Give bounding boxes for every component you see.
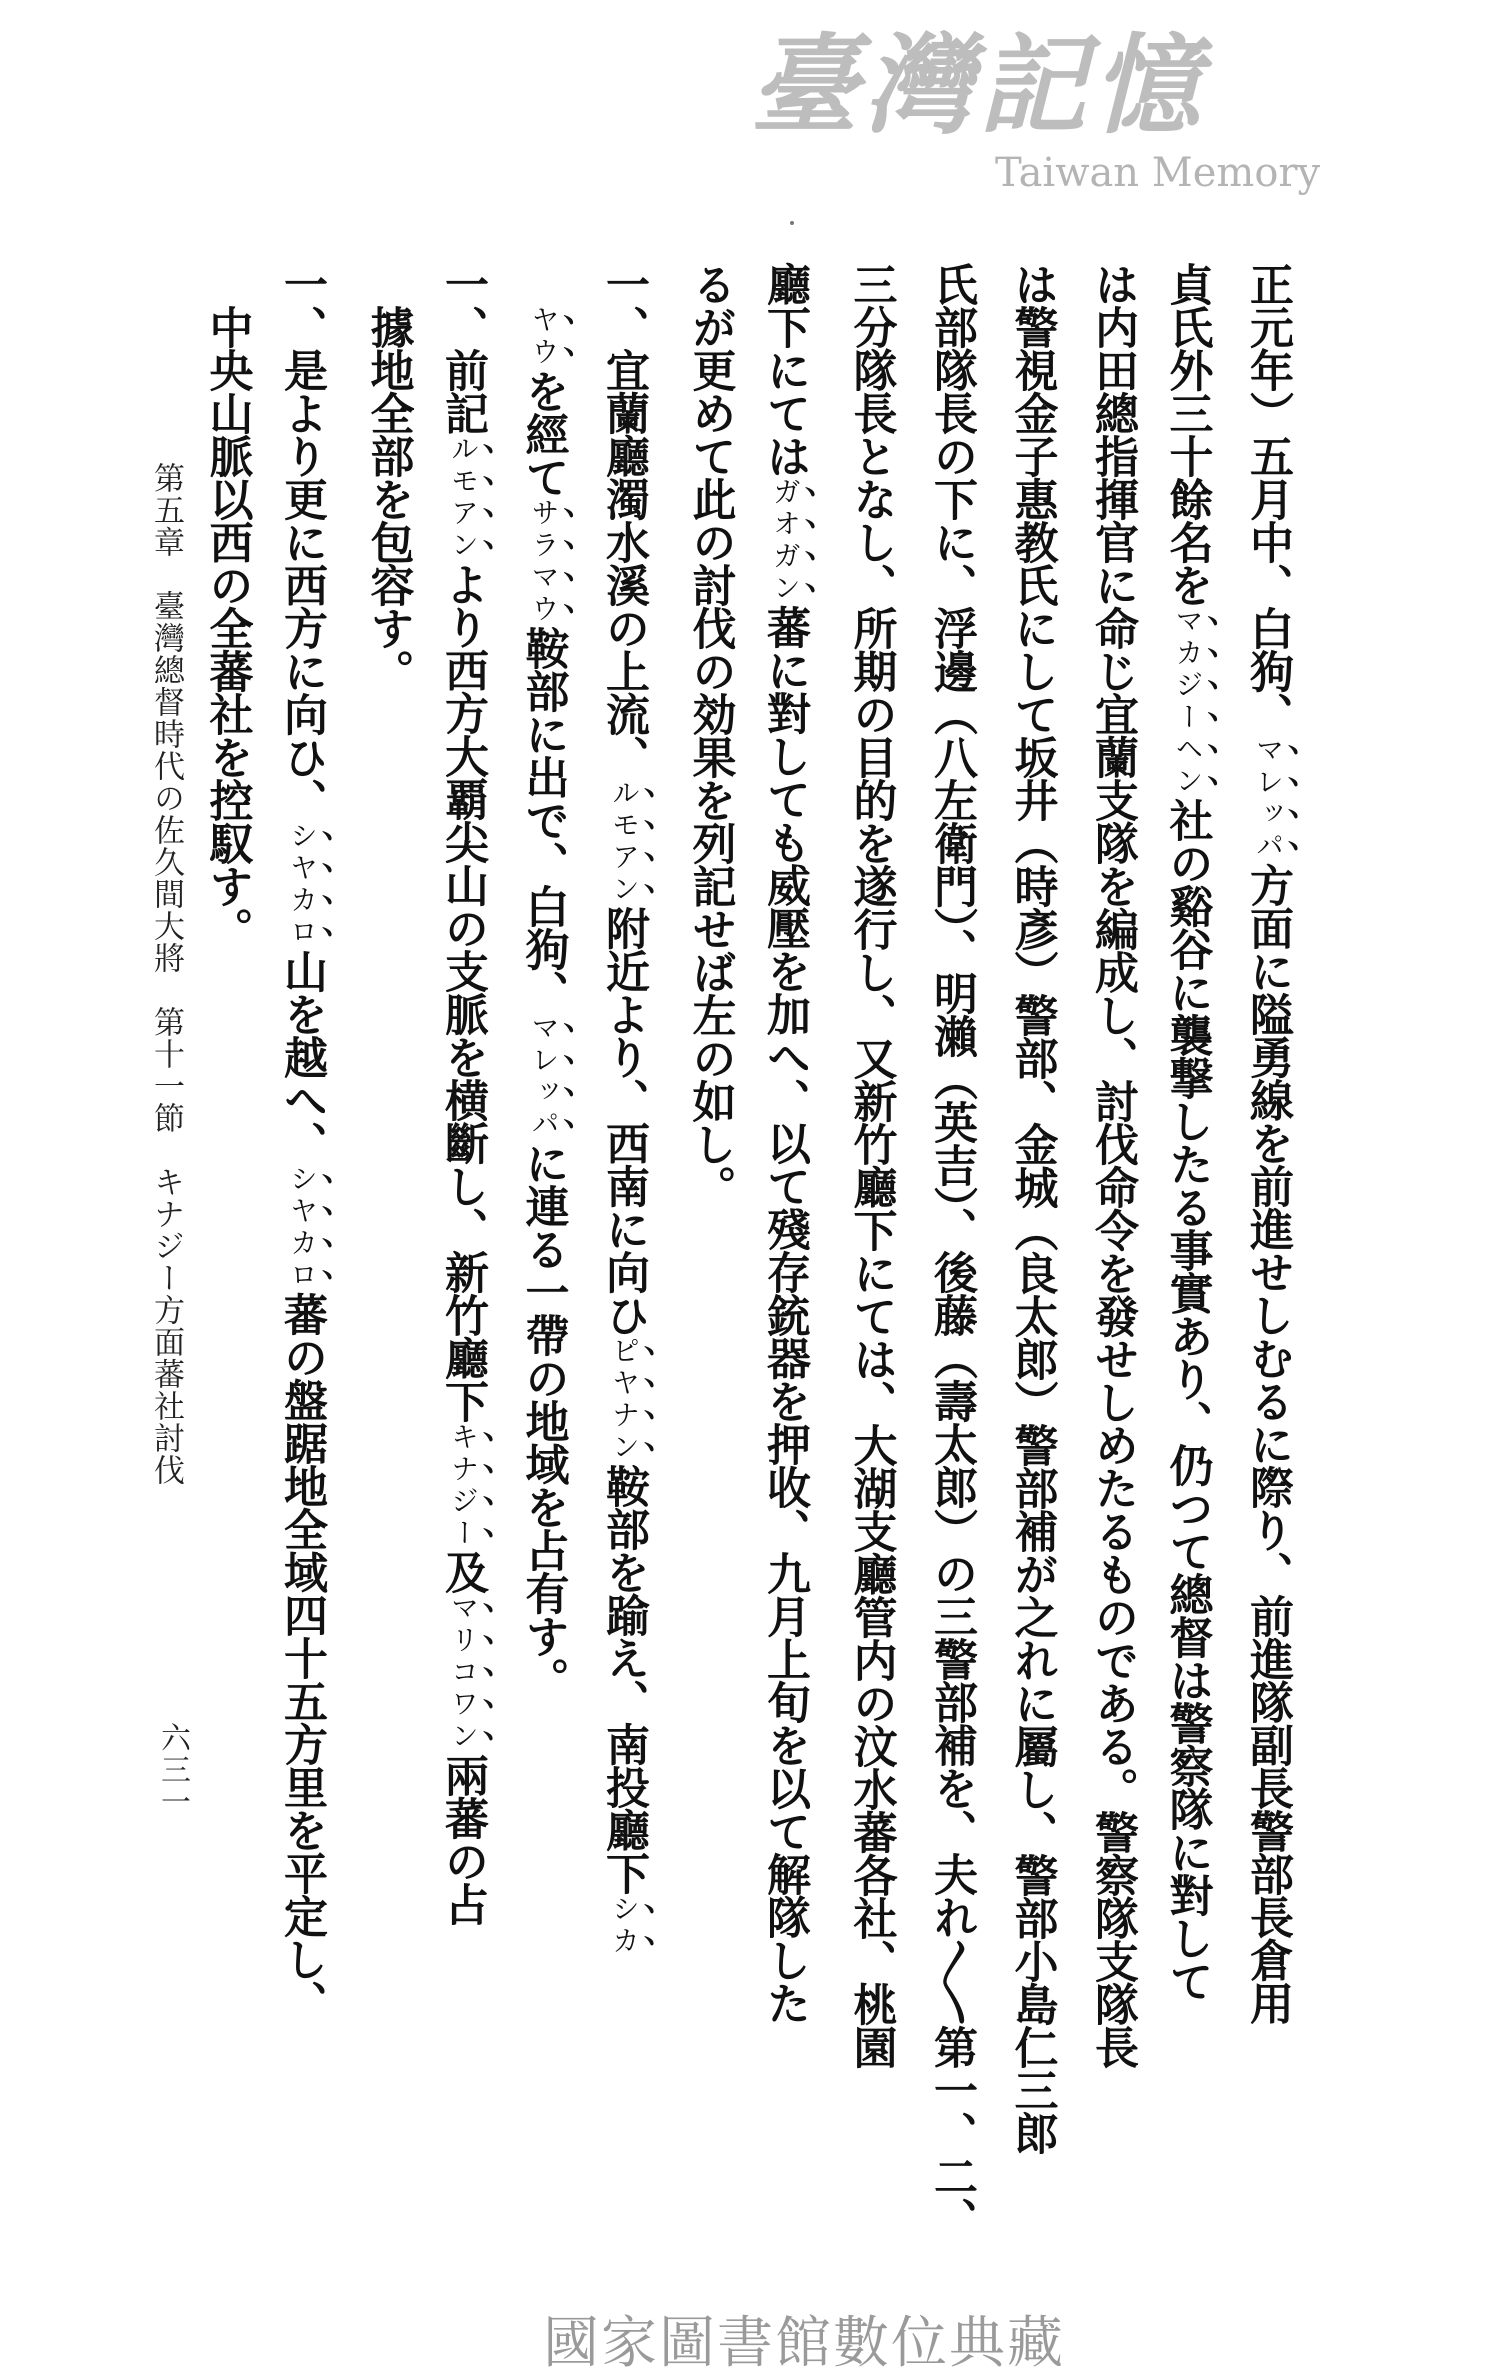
- emphasized-katakana: マカジーヘン: [1171, 606, 1203, 798]
- text-column: [841, 262, 901, 2068]
- text-run: 山を越へ、: [277, 949, 326, 1164]
- text-column: [1002, 262, 1062, 2154]
- text-column: [197, 262, 257, 950]
- emphasized-katakana: マレッパ: [527, 1013, 559, 1141]
- text-run: 鞍部を踰え、南投廳下: [599, 1464, 648, 1894]
- text-column: [519, 262, 579, 1700]
- text-run: 據地全部を包容す。: [363, 262, 413, 692]
- emphasized-katakana: マレッパ: [1252, 735, 1283, 863]
- text-run: は内田總指揮官に命じ宜蘭支隊を編成し、討伐命令を發せしめたるものである。警察隊支隊長: [1088, 262, 1137, 2068]
- text-run: 鞍部に出で、白狗、: [518, 626, 568, 1013]
- emphasized-katakana: ルモアン: [608, 778, 639, 906]
- text-column: [277, 262, 337, 2023]
- text-run: 一、是より更に西方に向ひ、: [277, 262, 326, 821]
- text-run: 蕃に對しても威壓を加へ、以て殘存銃器を押收、九月上旬を以て解隊した: [760, 605, 809, 2024]
- text-run: 三分隊長となし、所期の目的を遂行し、又新竹廳下にては、大湖支廳管内の汶水蕃各社、桃園: [846, 262, 896, 2068]
- text-column: [921, 262, 981, 2240]
- emphasized-katakana: マリコワン: [447, 1593, 478, 1753]
- emphasized-katakana: ヤウ: [527, 305, 559, 369]
- scan-speck: [790, 221, 794, 225]
- text-run: 正元年）五月中、白狗、: [1243, 262, 1292, 735]
- text-column: [1243, 262, 1303, 2024]
- text-run: 及: [438, 1550, 487, 1593]
- running-header: 第五章 臺灣總督時代の佐久間大將 第十一節 キナジー方面蕃社討伐: [149, 462, 184, 1486]
- text-run: 貞氏外三十餘名を: [1162, 262, 1212, 606]
- text-run: は警視金子惠教氏にして坂井（時彥）警部、金城（良太郎）警部補が之れに屬し、警部小島仁三郎: [1007, 262, 1057, 2154]
- text-run: るが更めて此の討伐の効果を列記せば左の如し。: [685, 262, 735, 1208]
- text-column: [599, 262, 659, 1958]
- text-run: より西方大覇尖山の支脈を横斷し、新竹廳下: [438, 562, 487, 1422]
- archive-footer-label: 國家圖書館數位典藏: [543, 2311, 1065, 2376]
- text-run: 蕃の盤踞地全域四十五方里を平定し、: [277, 1292, 326, 2023]
- text-run: 氏部隊長の下に、浮邊（八左衛門）、明瀨（英吉）、後藤（壽太郎）の三警部補を、夫れ〳〵第一、二、: [927, 262, 976, 2240]
- text-run: 社の谿谷に襲撃したる事實あり、仍つて總督は警察隊に對して: [1162, 798, 1212, 2002]
- text-run: 廳下にては: [760, 262, 809, 477]
- text-column: [358, 262, 418, 692]
- emphasized-katakana: シカ: [608, 1894, 639, 1958]
- text-run: を經て: [518, 369, 568, 498]
- text-run: に連る一帶の地域を占有す。: [518, 1141, 568, 1700]
- text-column: [1082, 262, 1142, 2068]
- text-column: [438, 262, 498, 1925]
- text-column: [760, 262, 820, 2024]
- text-run: 方面に隘勇線を前進せしむるに際り、前進隊副長警部長倉用: [1243, 863, 1292, 2024]
- emphasized-katakana: サラマウ: [527, 498, 559, 626]
- text-run: 附近より、西南に向ひ: [599, 906, 648, 1336]
- emphasized-katakana: ガオガン: [769, 477, 800, 605]
- text-run: [519, 262, 568, 305]
- text-run: 一、宜蘭廳濁水溪の上流、: [599, 262, 648, 778]
- emphasized-katakana: ピヤナン: [608, 1336, 639, 1464]
- emphasized-katakana: キナジー: [447, 1422, 478, 1550]
- emphasized-katakana: ルモアン: [447, 434, 478, 562]
- text-column: [1163, 262, 1223, 2002]
- text-run: 兩蕃の占: [438, 1753, 487, 1925]
- taiwan-memory-watermark: [750, 28, 1321, 198]
- text-run: 中央山脈以西の全蕃社を控馭す。: [202, 262, 252, 950]
- text-run: 一、前記: [438, 262, 487, 434]
- page-number: 六三一: [156, 1722, 189, 1818]
- watermark-logo-subtext: Taiwan Memory: [995, 150, 1321, 196]
- emphasized-katakana: シヤカロ: [286, 821, 317, 949]
- text-column: [680, 262, 740, 1208]
- watermark-logo-text: 臺灣記憶: [750, 28, 1207, 147]
- emphasized-katakana: シヤカロ: [286, 1164, 317, 1292]
